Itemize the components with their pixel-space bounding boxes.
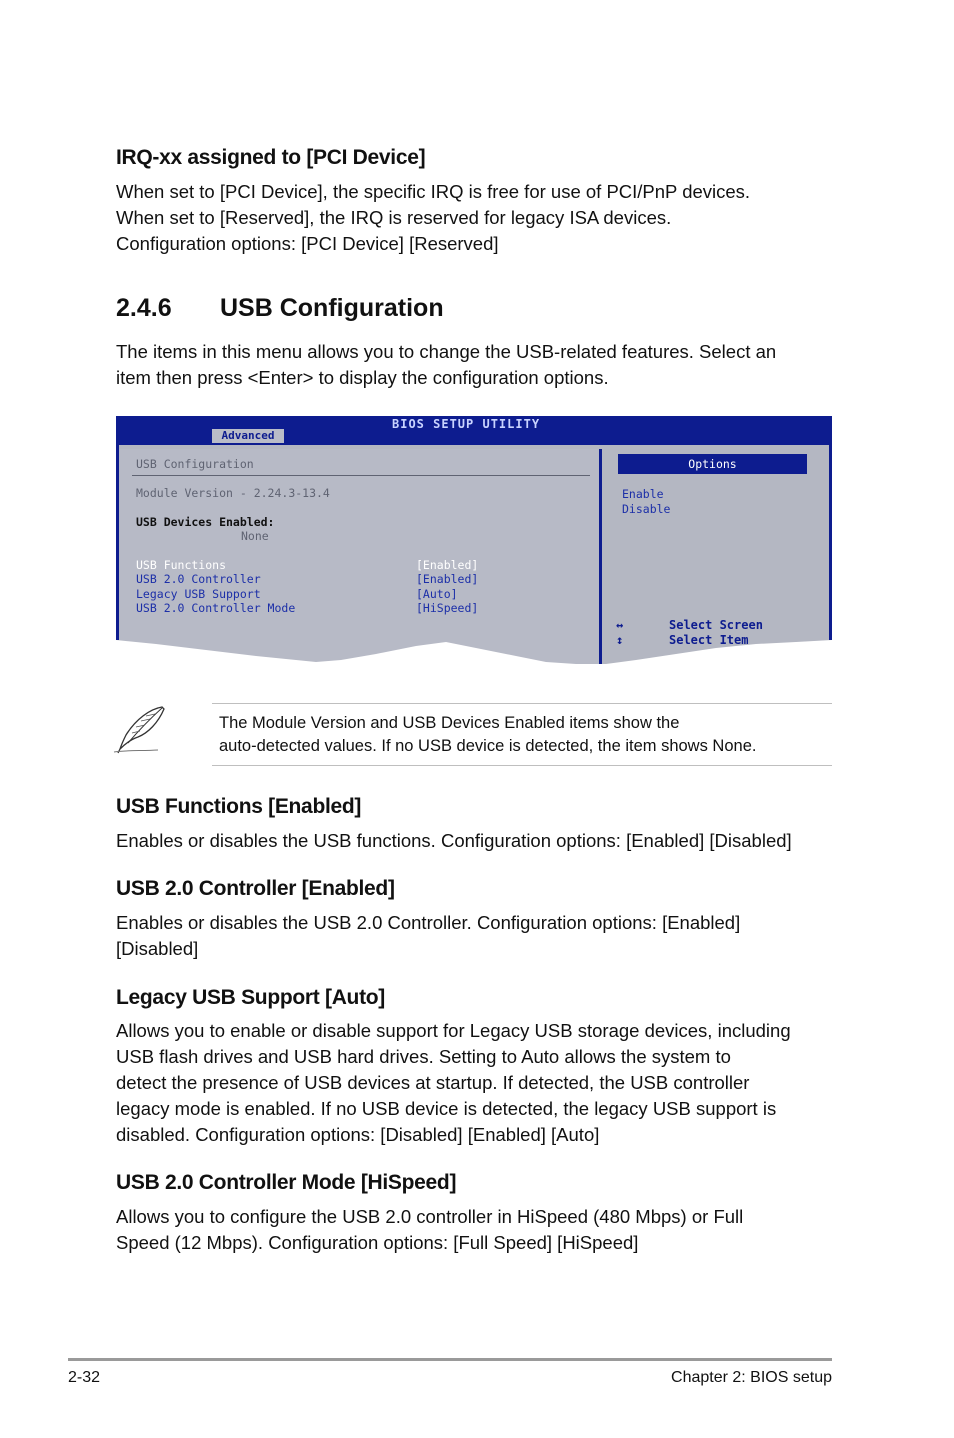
footer-page-number: 2-32 (68, 1369, 101, 1386)
torn-edge (116, 634, 832, 668)
section-title (116, 294, 444, 323)
note-text: The Module Version and USB Devices Enabled items show the auto-detected values. If no USB device is detected, the item shows None. (219, 714, 757, 755)
section-title-text: USB Configuration (220, 294, 444, 322)
bios-item-usb-functions[interactable]: USB Functions (136, 558, 227, 572)
bios-title: BIOS SETUP UTILITY (392, 417, 541, 431)
bios-screenshot (116, 416, 832, 668)
feather-pen-icon (112, 703, 170, 755)
usb20-controller-heading: USB 2.0 Controller [Enabled] (116, 877, 395, 900)
bios-title-bar (116, 416, 832, 445)
bios-item-usb20-mode[interactable]: USB 2.0 Controller Mode (136, 601, 296, 615)
usb20-controller-description: Enables or disables the USB 2.0 Controller. Configuration options: [Enabled] [Disabled] (116, 912, 741, 959)
bios-options-header: Options (618, 454, 807, 474)
usb20-mode-heading: USB 2.0 Controller Mode [HiSpeed] (116, 1171, 457, 1194)
bios-item-usb20-mode-value[interactable]: [HiSpeed] (416, 601, 479, 615)
footer-rule (68, 1358, 832, 1361)
section-number: 2.4.6 (116, 294, 172, 322)
bios-nav-select-item: Select Item (669, 633, 749, 647)
note-top-rule (212, 703, 832, 704)
bios-devices-label: USB Devices Enabled: (136, 515, 275, 529)
bios-panel-divider (132, 475, 590, 476)
bios-nav-key-up-down-icon: ↕ (616, 633, 624, 647)
bios-nav-select-screen: Select Screen (669, 618, 763, 632)
usb-functions-description: Enables or disables the USB functions. Configuration options: [Enabled] [Disabled] (116, 830, 792, 851)
bios-devices-value: None (241, 529, 269, 543)
bios-item-legacy-usb[interactable]: Legacy USB Support (136, 587, 261, 601)
bios-tab-advanced[interactable]: Advanced (212, 429, 284, 443)
usb-functions-heading: USB Functions [Enabled] (116, 795, 362, 818)
bios-item-legacy-usb-value[interactable]: [Auto] (416, 587, 458, 601)
legacy-usb-description: Allows you to enable or disable support for Legacy USB storage devices, including USB flash drives and USB hard drives. Setting to Auto allows the system to detect the presence of USB devices at startup. If detected, the USB controller legacy mode is enabled. If no USB device is detected, the legacy USB support is disabled. Configuration options: [Disabled] [Enabled] [Auto] (116, 1020, 791, 1145)
irq-heading: IRQ-xx assigned to [PCI Device] (116, 146, 426, 169)
bios-module-version: Module Version - 2.24.3-13.4 (136, 486, 330, 500)
bios-item-usb-functions-value[interactable]: [Enabled] (416, 558, 479, 572)
note-bottom-rule (212, 765, 832, 766)
section-intro: The items in this menu allows you to change the USB-related features. Select an item then press <Enter> to display the configuration options. (116, 341, 777, 388)
bios-option-enable[interactable]: Enable (622, 487, 664, 501)
bios-option-disable[interactable]: Disable (622, 502, 671, 516)
bios-item-usb20-controller-value[interactable]: [Enabled] (416, 572, 479, 586)
legacy-usb-heading: Legacy USB Support [Auto] (116, 986, 385, 1009)
bios-panel-title: USB Configuration (136, 457, 254, 471)
footer-chapter: Chapter 2: BIOS setup (671, 1369, 832, 1386)
bios-nav-key-left-right-icon: ↔ (616, 618, 624, 632)
usb20-mode-description: Allows you to configure the USB 2.0 controller in HiSpeed (480 Mbps) or Full Speed (12 Mbps). Configuration options: [Full Speed] [HiSpeed] (116, 1206, 744, 1253)
bios-item-usb20-controller[interactable]: USB 2.0 Controller (136, 572, 261, 586)
irq-description: When set to [PCI Device], the specific IRQ is free for use of PCI/PnP devices. When set to [Reserved], the IRQ is reserved for legacy ISA devices. Configuration options: [PCI Device] [Reserved] (116, 181, 751, 254)
